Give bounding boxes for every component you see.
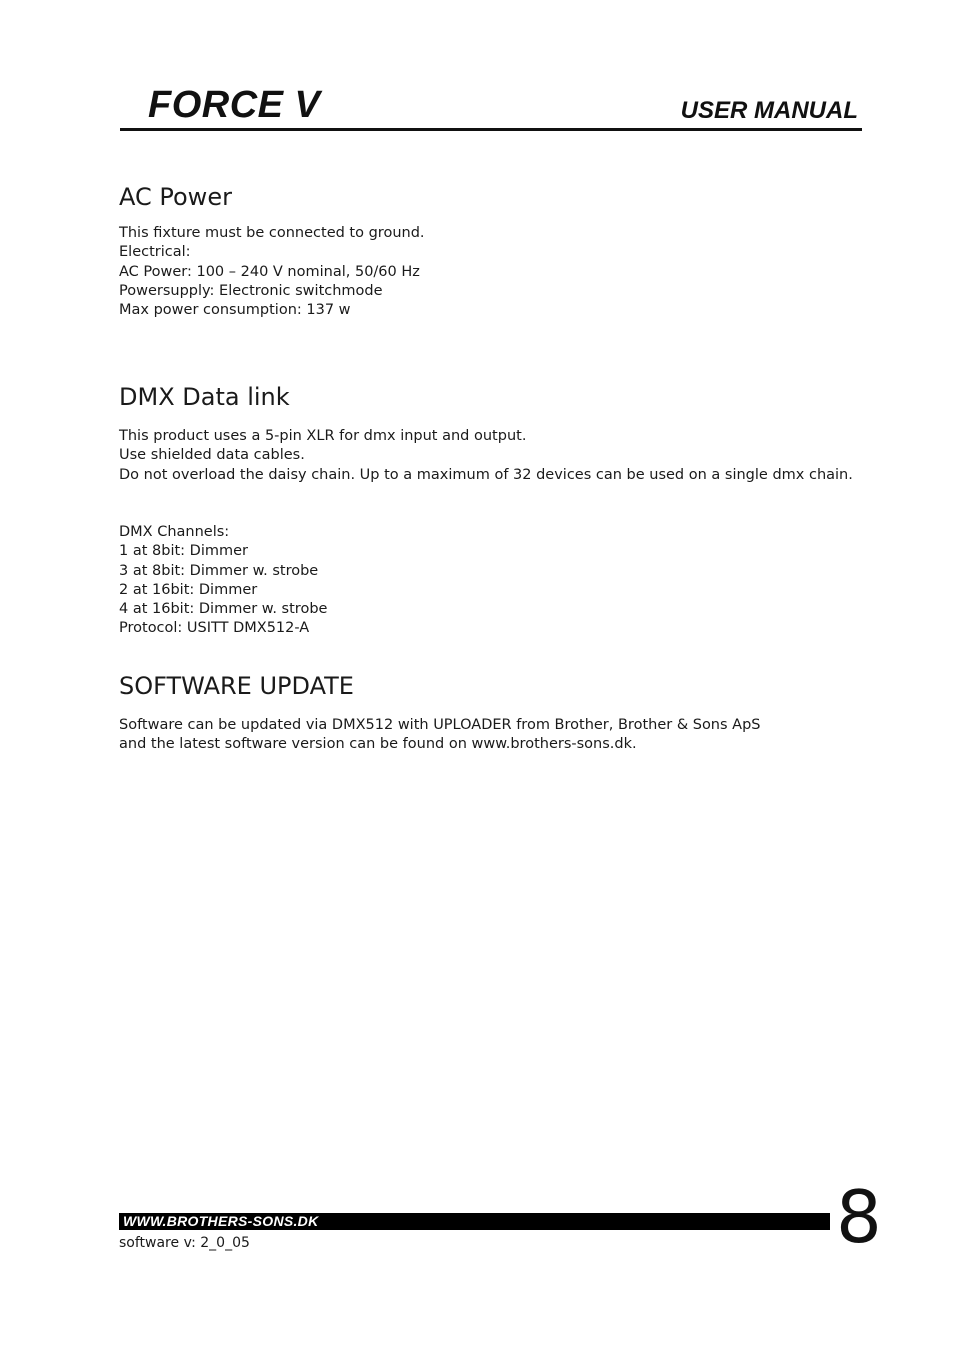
- dmx-channel-item: 1 at 8bit: Dimmer: [119, 543, 248, 560]
- website-link[interactable]: WWW.BROTHERS-SONS.DK: [123, 1213, 319, 1229]
- section-heading-dmx: DMX Data link: [119, 383, 290, 411]
- product-title: FORCE V: [148, 84, 321, 126]
- dmx-line: This product uses a 5-pin XLR for dmx input and output.: [119, 428, 527, 444]
- document-type-label: USER MANUAL: [680, 97, 858, 124]
- dmx-line: Do not overload the daisy chain. Up to a maximum of 32 devices can be used on a single dmx chain.: [119, 466, 853, 483]
- ac-power-line: Max power consumption: 137 w: [119, 302, 351, 319]
- ac-power-body: [119, 224, 853, 320]
- dmx-channel-item: 3 at 8bit: Dimmer w. strobe: [119, 562, 319, 579]
- software-update-line: Software can be updated via DMX512 with UPLOADER from Brother, Brother & Sons ApS: [119, 717, 761, 733]
- ac-power-line: AC Power: 100 – 240 V nominal, 50/60 Hz: [119, 263, 420, 280]
- ac-power-line: Electrical:: [119, 244, 191, 261]
- software-version: software v: 2_0_05: [119, 1235, 250, 1251]
- dmx-channel-item: 2 at 16bit: Dimmer: [119, 581, 258, 598]
- page-header: [120, 82, 862, 131]
- section-heading-software-update: SOFTWARE UPDATE: [119, 672, 354, 700]
- software-update-line: and the latest software version can be found on www.brothers-sons.dk.: [119, 736, 637, 753]
- dmx-channel-item: 4 at 16bit: Dimmer w. strobe: [119, 601, 328, 618]
- dmx-body: [119, 427, 853, 485]
- ac-power-line: Powersupply: Electronic switchmode: [119, 282, 383, 299]
- dmx-protocol: Protocol: USITT DMX512-A: [119, 620, 310, 637]
- section-heading-ac-power: AC Power: [119, 183, 232, 211]
- ac-power-line: This fixture must be connected to ground.: [119, 225, 425, 241]
- page-number: 8: [836, 1175, 882, 1259]
- dmx-line: Use shielded data cables.: [119, 447, 305, 464]
- footer-bar: [119, 1213, 830, 1230]
- dmx-channels-heading: DMX Channels:: [119, 524, 230, 540]
- dmx-channels-list: [119, 523, 853, 639]
- software-update-body: [119, 716, 853, 755]
